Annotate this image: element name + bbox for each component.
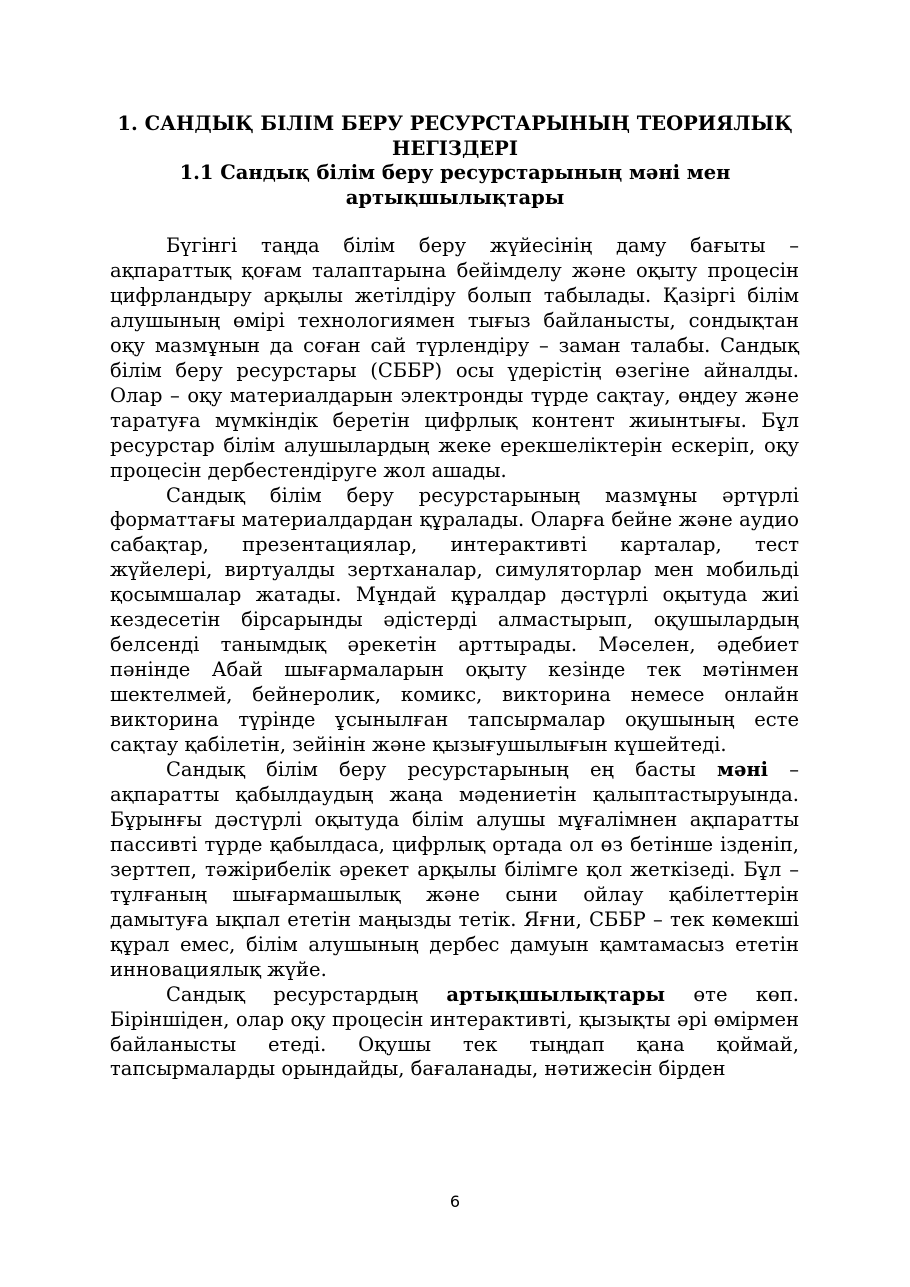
section-heading: 1.1 Сандық білім беру ресурстарының мәні мен артықшылықтары [179,161,731,209]
paragraph-3 [110,758,799,983]
paragraph-3-end: – ақпаратты қабылдаудың жаңа мәдениетін қалыптастыруында. Бұрынғы дәстүрлі оқытуда білім алушы мұғалімнен ақпаратты пассивті түрде қабылдаса, цифрлық ортада ол өз бетінше ізденіп, зерттеп, тәжірибелік әрекет арқылы білімге қол жеткізеді. Бұл – тұлғаның шығармашылық және сыни ойлау қабілеттерін дамытуға ықпал ететін маңызды тетік. Яғни, СББР – тек көмекші құрал емес, білім алушының дербес дамуын қамтамасыз ететін инновациялық жүйе. [110,758,799,981]
paragraph-3-start: Сандық білім беру ресурстарының ең басты [166,758,696,782]
paragraph-4-end: өте көп. Біріншіден, олар оқу процесін интерактивті, қызықты әрі өмірмен байланысты етеді. Оқушы тек тыңдап қана қоймай, тапсырмаларды орындайды, бағаланады, нәтижесін бірден [110,982,799,1081]
paragraph-4-bold-term: артықшылықтары [446,982,666,1006]
page-number: 6 [449,1192,461,1211]
chapter-heading: 1. САНДЫҚ БІЛІМ БЕРУ РЕСУРСТАРЫНЫҢ ТЕОРИЯЛЫҚ НЕГІЗДЕРІ [117,112,793,160]
paragraph-3-bold-term: мәні [717,758,769,782]
paragraph-4-start: Сандық ресурстардың [166,982,419,1006]
body-text [110,234,799,1082]
paragraph-1: Бүгінгі таңда білім беру жүйесінің даму бағыты – ақпараттық қоғам талаптарына бейімделу және оқыту процесін цифрландыру арқылы жетілдіру болып табылады. Қазіргі білім алушының өмірі технологиямен тығыз байланысты, сондықтан оқу мазмұнын да соған сай түрлендіру – заман талабы. Сандық білім беру ресурстары (СББР) осы үдерістің өзегіне айналды. Олар – оқу материалдарын электронды түрде сақтау, өңдеу және таратуға мүмкіндік беретін цифрлық контент жиынтығы. Бұл ресурстар білім алушылардың жеке ерекшеліктерін ескеріп, оқу процесін дербестендіруге жол ашады. [110,234,799,482]
paragraph-4 [110,983,799,1083]
paragraph-2: Сандық білім беру ресурстарының мазмұны әртүрлі форматтағы материалдардан құралады. Оларға бейне және аудио сабақтар, презентациялар, интерактивті карталар, тест жүйелері, виртуалды зертханалар, симуляторлар мен мобильді қосымшалар жатады. Мұндай құралдар дәстүрлі оқытуда жиі кездесетін бірсарынды әдістерді алмастырып, оқушылардың белсенді танымдық әрекетін арттырады. Мәселен, әдебиет пәнінде Абай шығармаларын оқыту кезінде тек мәтінмен шектелмей, бейнеролик, комикс, викторина немесе онлайн викторина түрінде ұсынылған тапсырмалар оқушының есте сақтау қабілетін, зейінін және қызығушылығын күшейтеді. [110,483,799,757]
